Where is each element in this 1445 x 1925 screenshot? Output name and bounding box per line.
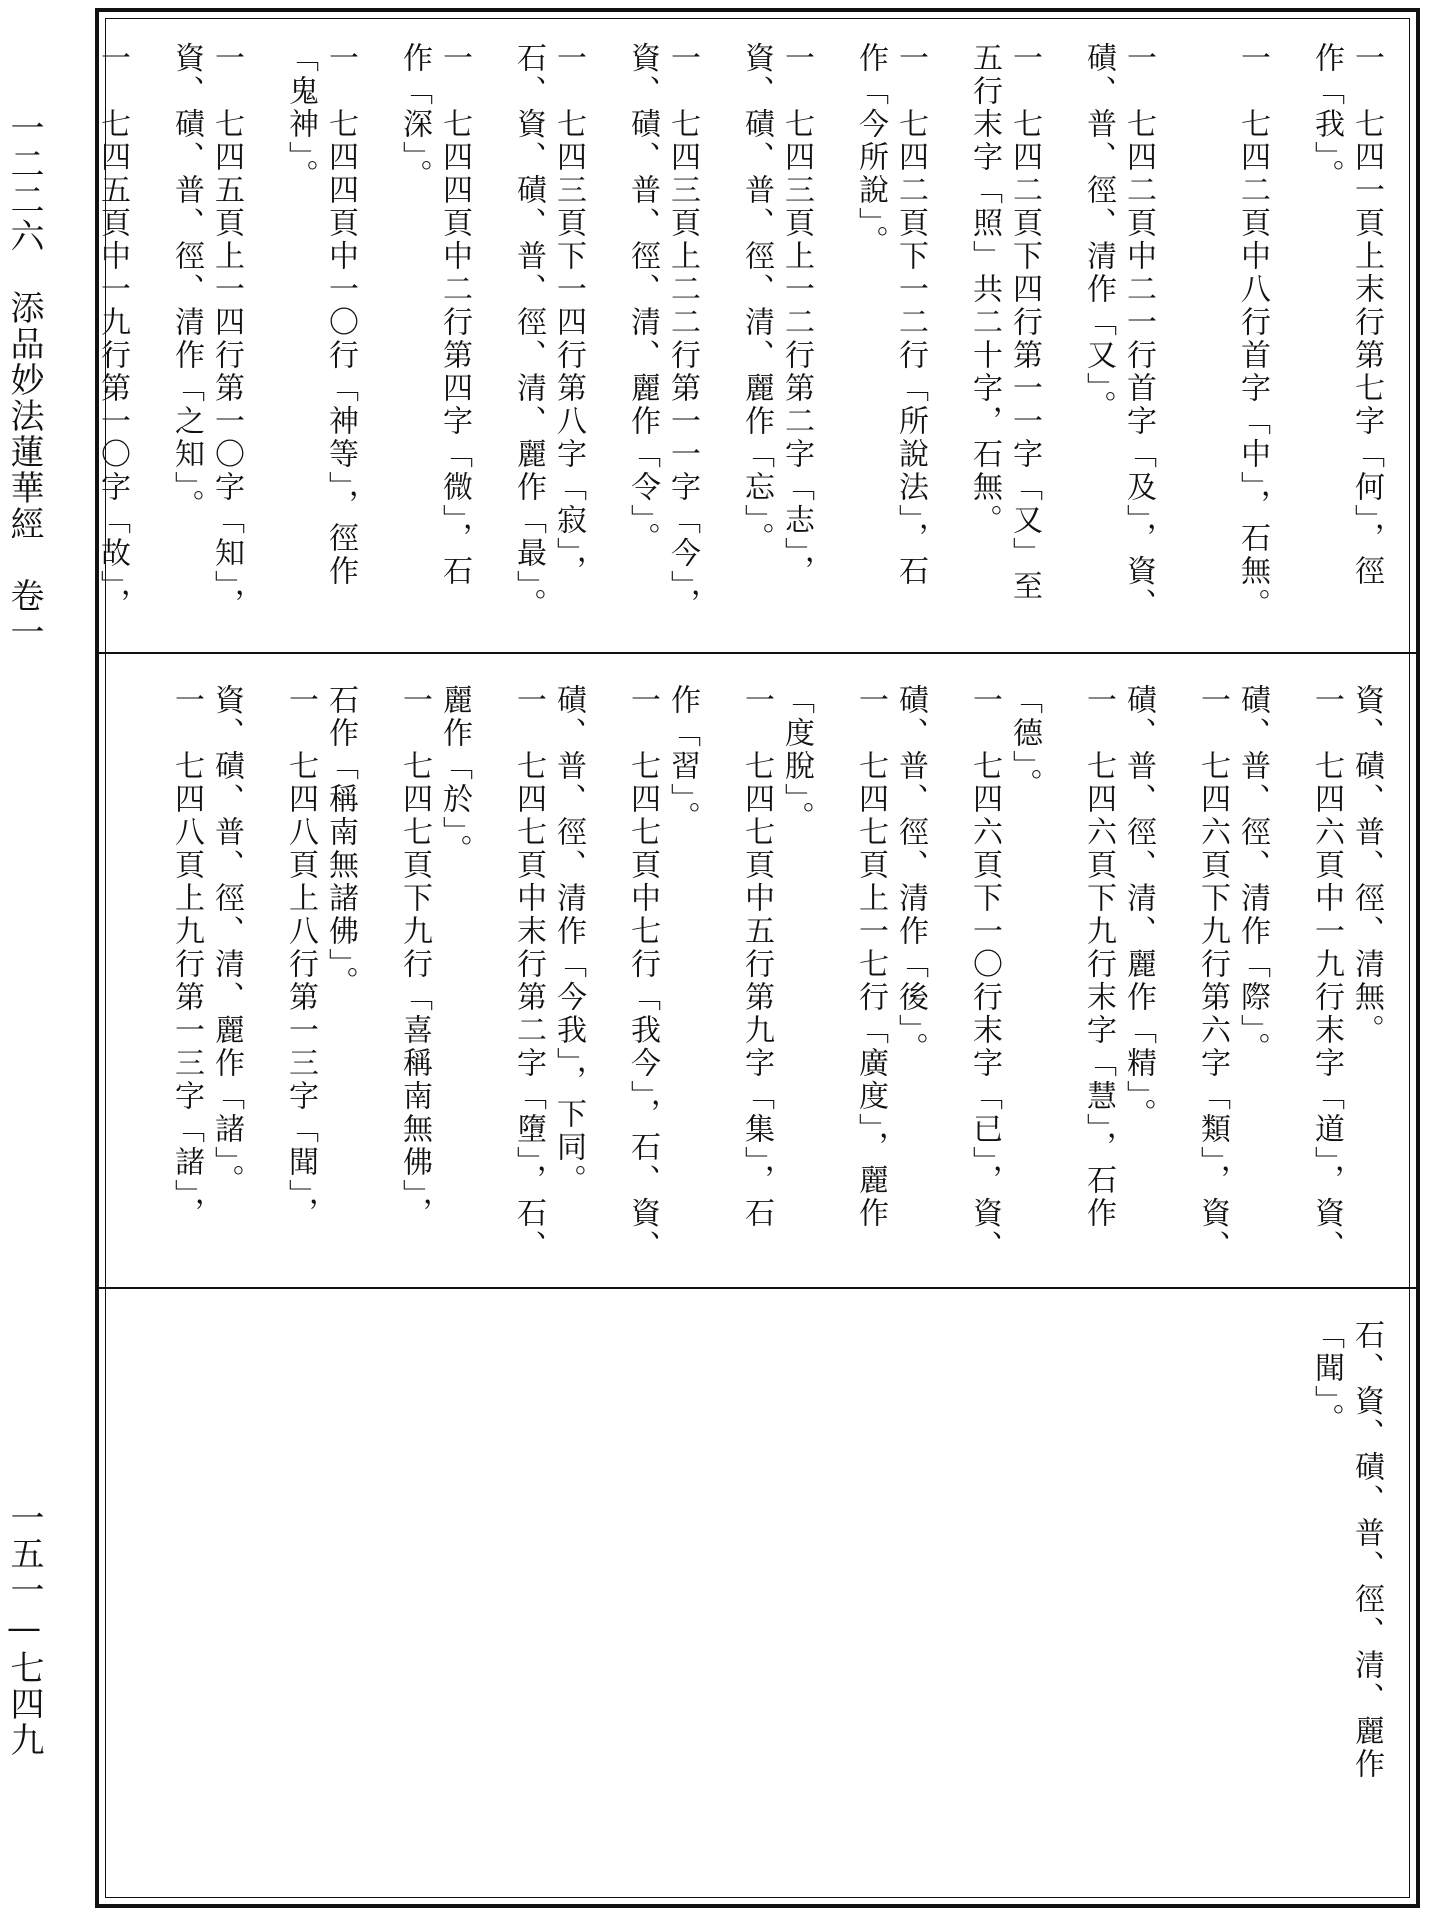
text-column: 一 七四三頁下一四行第八字「寂」， 石、資、磧、普、徑、清、麗作「最」。 (511, 42, 586, 621)
text-column: 資、磧、普、徑、清無。 一 七四六頁中一九行末字「道」，資、 (1309, 684, 1384, 1263)
text-column: 一 七四一頁上末行第七字「何」，徑 作「我」。 (1309, 42, 1384, 588)
text-column: 一 七四五頁上一四行第一〇字「知」， 資、磧、普、徑、清作「之知」。 (169, 42, 244, 621)
text-column: 麗作「於」。 一 七四七頁下九行「喜稱南無佛」， (397, 684, 472, 1230)
text-column: 磧、普、徑、清作「後」。 一 七四七頁上一七行「廣度」，麗作 (853, 684, 928, 1230)
text-column: 一 七四二頁中八行首字「中」，石無。 (1235, 42, 1270, 621)
text-column: 磧、普、徑、清、麗作「精」。 一 七四六頁下九行末字「慧」，石作 (1081, 684, 1156, 1230)
text-column: 一 七四四頁中二行第四字「微」，石 作「深」。 (397, 42, 472, 588)
section-2 (99, 654, 1416, 1287)
page-number: 一五一—七四九 (4, 1500, 44, 1758)
text-column: 石、資、磧、普、徑、清、麗作 「聞」。 (1309, 1319, 1384, 1781)
text-column: 「德」。 一 七四六頁下一〇行末字「已」，資、 (967, 684, 1042, 1263)
text-column: 磧、普、徑、清作「際」。 一 七四六頁下九行第六字「類」，資、 (1195, 684, 1270, 1263)
text-column: 「度脫」。 一 七四七頁中五行第九字「集」，石 (739, 684, 814, 1230)
margin-title: 一二二六 添品妙法蓮華經 卷一 (4, 110, 44, 650)
text-column: 一 七四三頁上一二行第二字「志」， 資、磧、普、徑、清、麗作「忘」。 (739, 42, 814, 588)
text-column: 作「習」。 一 七四七頁中七行「我今」，石、資、 (625, 684, 700, 1263)
text-column: 一 七四二頁下一二行「所說法」，石 作「今所說」。 (853, 42, 928, 588)
text-column: 一 七四二頁下四行第一一字「又」至 五行末字「照」共二十字，石無。 (967, 42, 1042, 603)
text-column: 一 七四四頁中一〇行「神等」，徑作 「鬼神」。 (283, 42, 358, 588)
section-3 (99, 1289, 1416, 1904)
text-column: 資、磧、普、徑、清、麗作「諸」。 一 七四八頁上九行第一三字「諸」， (169, 684, 244, 1230)
text-column: 一 七四三頁上二二行第一一字「今」， 資、磧、普、徑、清、麗作「令」。 (625, 42, 700, 621)
section-1 (95, 12, 1416, 652)
page-frame (95, 8, 1420, 1908)
text-column: 一 七四二頁中二一行首字「及」，資、 磧、普、徑、清作「又」。 (1081, 42, 1156, 621)
text-column: 磧、普、徑、清作「今我」，下同。 一 七四七頁中末行第二字「墮」，石、 (511, 684, 586, 1263)
text-column: 石作「稱南無諸佛」。 一 七四八頁上八行第一三字「聞」， (283, 684, 358, 1230)
text-column: 一 七四五頁中一九行第一〇字「故」， (95, 42, 130, 621)
